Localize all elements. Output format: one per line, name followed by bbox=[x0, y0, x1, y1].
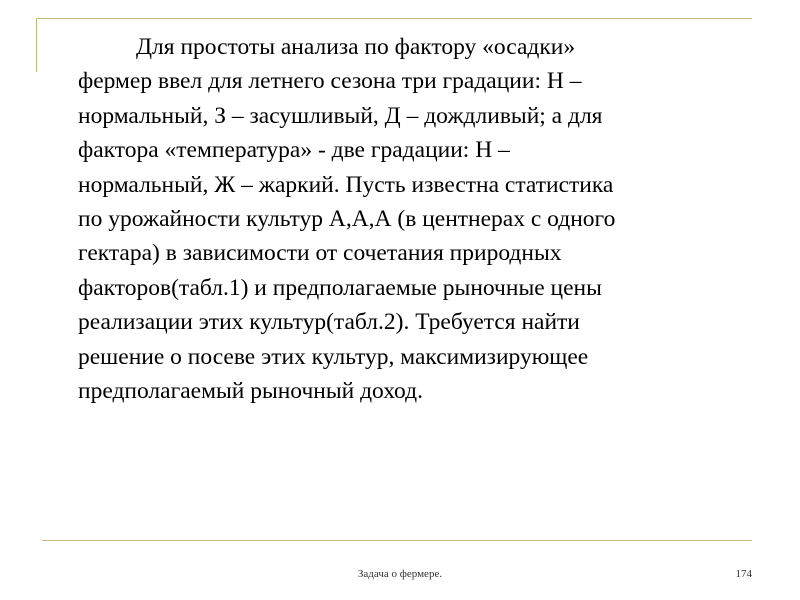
footer-title: Задача о фермере. bbox=[357, 568, 443, 580]
body-line: предполагаемый рыночный доход. bbox=[78, 378, 423, 405]
top-divider bbox=[37, 18, 752, 19]
left-accent-divider bbox=[36, 18, 37, 72]
body-line: по урожайности культур А,А,А (в центнерах с одного bbox=[78, 206, 616, 233]
bottom-divider bbox=[42, 540, 752, 541]
body-line: решение о посеве этих культур, максимизирующее bbox=[78, 343, 589, 370]
body-line: нормальный, З – засушливый, Д – дождливый; а для bbox=[78, 102, 603, 129]
body-line: Для простоты анализа по фактору «осадки» bbox=[136, 34, 576, 60]
page-number: 174 bbox=[735, 568, 752, 580]
body-line: фактора «температура» - две градации: Н – bbox=[78, 137, 510, 164]
body-line: фермер ввел для летнего сезона три градации: Н – bbox=[78, 68, 582, 95]
body-line: факторов(табл.1) и предполагаемые рыночные цены bbox=[78, 274, 602, 301]
body-line: гектара) в зависимости от сочетания природных bbox=[78, 240, 562, 267]
body-line: нормальный, Ж – жаркий. Пусть известна статистика bbox=[78, 171, 614, 198]
problem-statement bbox=[78, 30, 758, 408]
body-line: реализации этих культур(табл.2). Требуется найти bbox=[78, 309, 580, 336]
